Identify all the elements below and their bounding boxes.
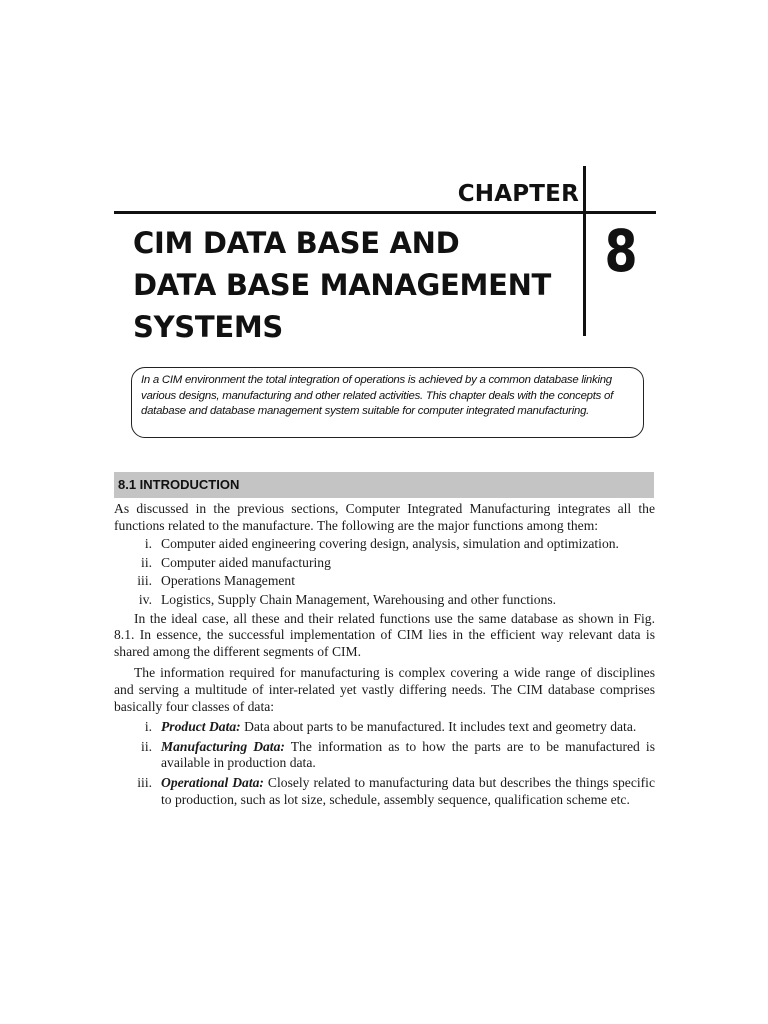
chapter-header-rule [114, 211, 656, 214]
list-text: The information as to how the parts are to be manufactured is available in production data. [161, 738, 655, 771]
data-classes-list [114, 719, 655, 808]
section-body [114, 501, 655, 811]
list-number: ii. [141, 738, 152, 754]
list-number: ii. [141, 554, 152, 570]
list-text: Computer aided engineering covering design, analysis, simulation and optimization. [161, 536, 619, 552]
list-item [114, 592, 655, 609]
chapter-title-line: CIM DATA BASE AND [133, 226, 460, 260]
chapter-title-line: DATA BASE MANAGEMENT [133, 268, 552, 302]
section-heading-bar [114, 472, 654, 498]
list-number: i. [144, 719, 152, 735]
chapter-vertical-rule [583, 166, 586, 336]
paragraph: As discussed in the previous sections, Computer Integrated Manufacturing integrates all the functions related to the manufacture. The following are the major functions among them: [114, 501, 655, 533]
list-item [114, 739, 655, 772]
list-term: Operational Data: [161, 774, 264, 790]
chapter-label: CHAPTER [457, 181, 579, 207]
chapter-number: 8 [604, 217, 638, 285]
list-number: i. [144, 536, 152, 552]
chapter-title-line: SYSTEMS [133, 310, 284, 344]
list-item [114, 573, 655, 590]
list-number: iv. [138, 591, 152, 607]
section-title: 8.1 INTRODUCTION [118, 477, 240, 492]
chapter-title [133, 222, 583, 348]
list-item [114, 555, 655, 572]
list-item [114, 775, 655, 808]
functions-list [114, 536, 655, 608]
list-text: Computer aided manufacturing [161, 554, 331, 570]
paragraph: The information required for manufacturing is complex covering a wide range of disciplines and serving a multitude of inter-related yet vastly differing needs. The CIM database comprises basically four classes of data: [114, 665, 655, 714]
list-text: Closely related to manufacturing data but describes the things specific to production, such as lot size, schedule, assembly sequence, qualification scheme etc. [161, 774, 655, 807]
list-text: Logistics, Supply Chain Management, Warehousing and other functions. [161, 591, 557, 607]
list-text: Data about parts to be manufactured. It includes text and geometry data. [240, 719, 637, 735]
list-item [114, 536, 655, 553]
chapter-abstract: In a CIM environment the total integration of operations is achieved by a common database linking various designs, manufacturing and other related activities. This chapter deals with the concepts of database and database management system suitable for computer integrated manufacturing. [131, 367, 644, 438]
list-text: Operations Management [161, 573, 296, 589]
paragraph: In the ideal case, all these and their related functions use the same database as shown in Fig. 8.1. In essence, the successful implementation of CIM lies in the efficient way relevant data is shared among the different segments of CIM. [114, 610, 655, 659]
list-number: iii. [137, 774, 152, 790]
list-term: Product Data: [161, 719, 241, 735]
list-number: iii. [137, 573, 152, 589]
list-item [114, 719, 655, 736]
list-term: Manufacturing Data: [161, 738, 285, 754]
